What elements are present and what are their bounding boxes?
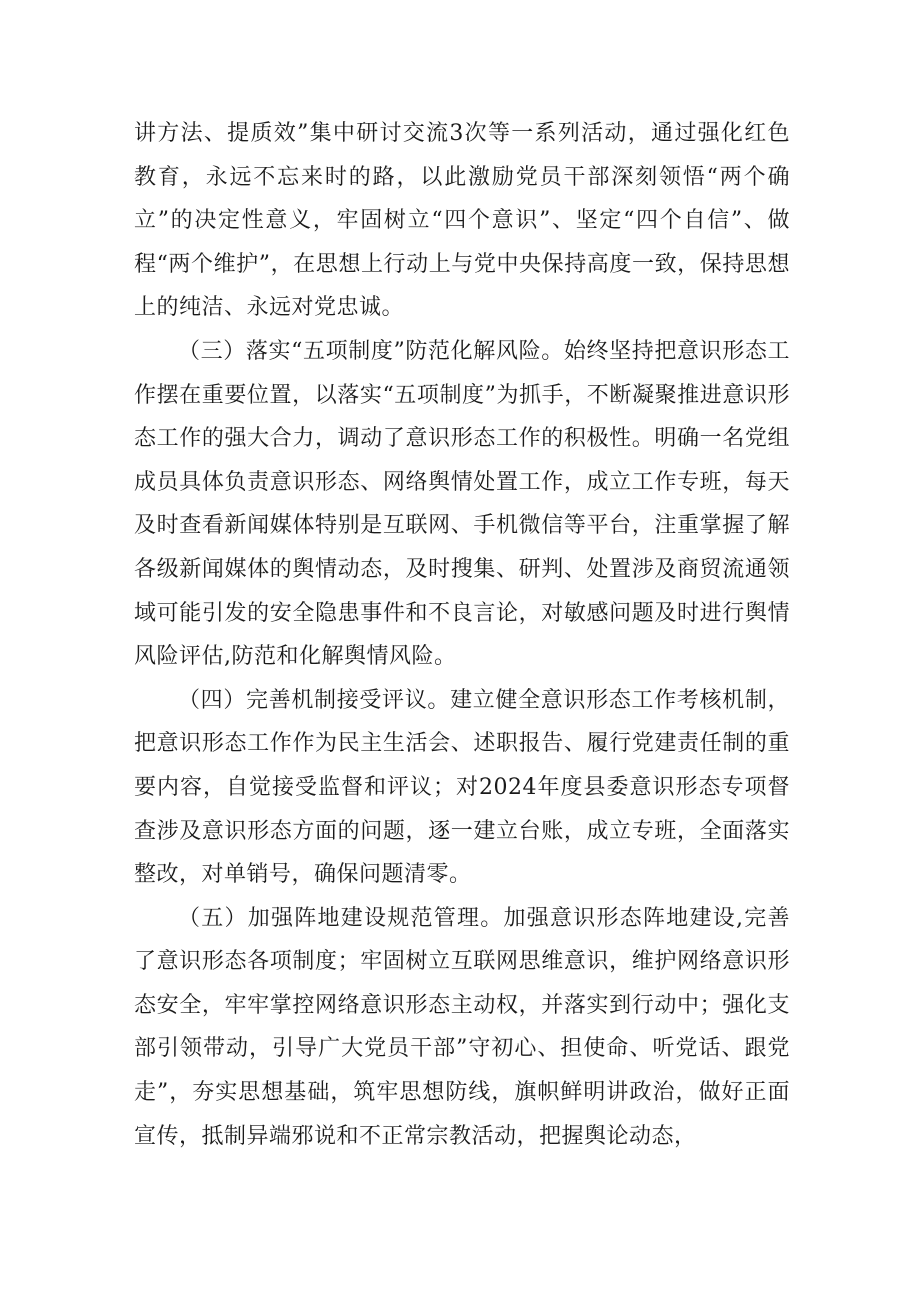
document-body (134, 112, 790, 1158)
paragraph-section-5: （五）加强阵地建设规范管理。加强意识形态阵地建设,完善了意识形态各项制度；牢固树立互联网思维意识，维护网络意识形态安全，牢牢掌控网络意识形态主动权，并落实到行动中；强化支部引领带动，引导广大党员干部”守初心、担使命、听党话、跟党走”，夯实思想基础，筑牢思想防线，旗帜鲜明讲政治，做好正面宣传，抵制异端邪说和不正常宗教活动，把握舆论动态， (134, 905, 790, 1149)
paragraph-continuation: 讲方法、提质效”集中研讨交流3次等一系列活动，通过强化红色教育，永远不忘来时的路，以此激励党员干部深刻领悟“两个确立”的决定性意义，牢固树立“四个意识”、坚定“四个自信”、做程“两个维护”，在思想上行动上与党中央保持高度一致，保持思想上的纯洁、永远对党忠诚。 (134, 121, 790, 321)
paragraph-section-3: （三）落实“五项制度”防范化解风险。始终坚持把意识形态工作摆在重要位置，以落实“五项制度”为抓手，不断凝聚推进意识形态工作的强大合力，调动了意识形态工作的积极性。明确一名党组成员具体负责意识形态、网络舆情处置工作，成立工作专班，每天及时查看新闻媒体特别是互联网、手机微信等平台，注重掌握了解各级新闻媒体的舆情动态，及时搜集、研判、处置涉及商贸流通领域可能引发的安全隐患事件和不良言论，对敏感问题及时进行舆情风险评估,防范和化解舆情风险。 (134, 338, 790, 670)
paragraph-section-4: （四）完善机制接受评议。建立健全意识形态工作考核机制，把意识形态工作作为民主生活会、述职报告、履行党建责任制的重要内容，自觉接受监督和评议；对2024年度县委意识形态专项督查涉及意识形态方面的问题，逐一建立台账，成立专班，全面落实整改，对单销号，确保问题清零。 (134, 687, 790, 888)
